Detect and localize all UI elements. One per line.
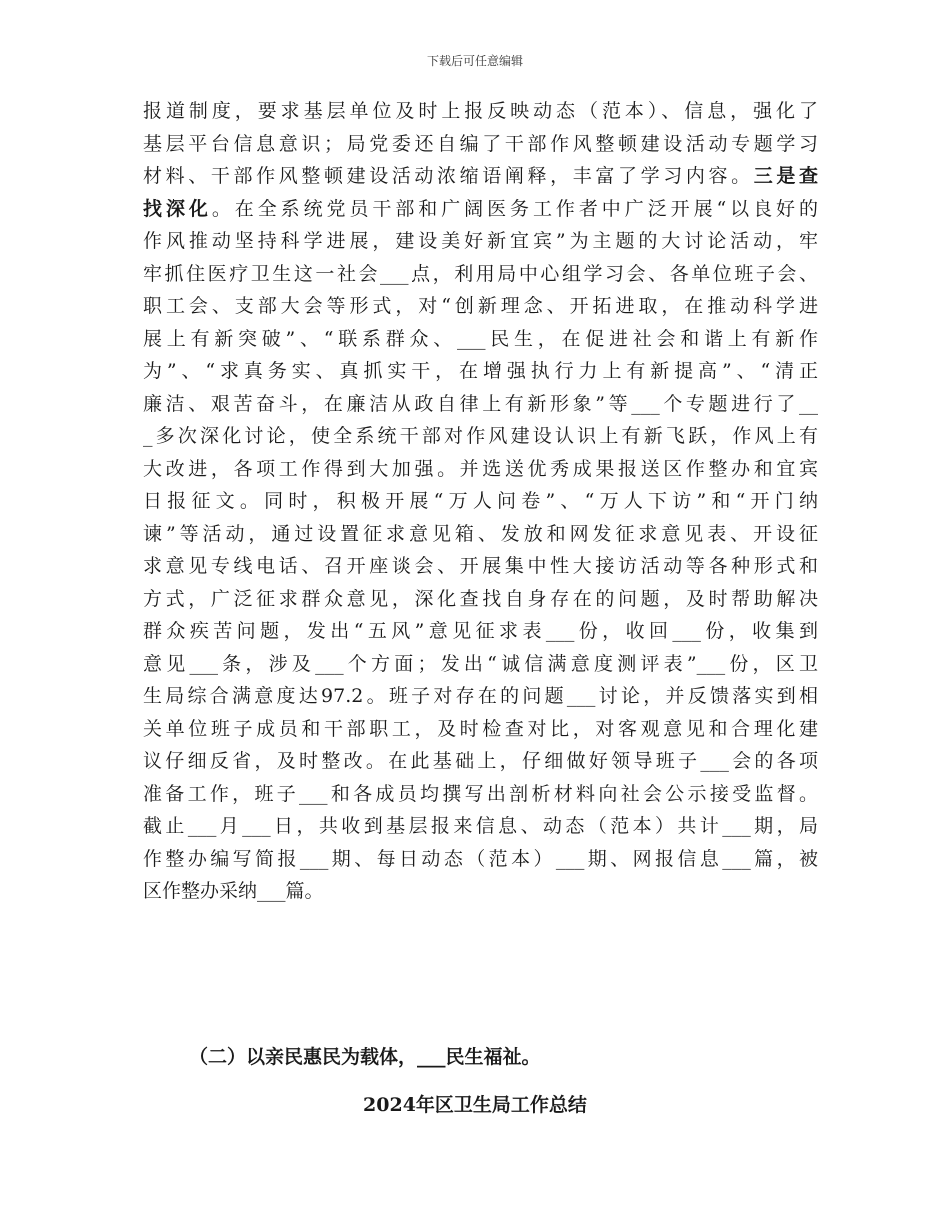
body-line: 意见___条，涉及___个方面；发出“诚信满意度测评表”___份，区卫 <box>143 652 818 675</box>
body-line: 展上有新突破”、“联系群众、___民生，在促进社会和谐上有新作 <box>143 327 818 350</box>
body-line: 关单位班子成员和干部职工，及时检查对比，对客观意见和合理化建 <box>143 717 818 740</box>
page-header: 下载后可任意编辑 <box>426 54 523 68</box>
body-line: 群众疾苦问题，发出“五风”意见征求表___份，收回___份，收集到 <box>143 620 818 642</box>
body-line: 生局综合满意度达97.2。班子对存在的问题___讨论，并反馈落实到相 <box>143 685 818 707</box>
body-line: 区作整办采纳___篇。 <box>143 880 324 902</box>
body-line: 材料、干部作风整顿建设活动浓缩语阐释，丰富了学习内容。三是查 <box>143 165 818 187</box>
section-heading: （二）以亲民惠民为载体，___民生福祉。 <box>189 1046 541 1068</box>
body-line: _多次深化讨论，使全系统干部对作风建设认识上有新飞跃，作风上有 <box>143 425 818 447</box>
body-line: 基层平台信息意识；局党委还自编了干部作风整顿建设活动专题学习 <box>143 132 818 155</box>
document-body <box>143 95 818 908</box>
body-line: 作风推动坚持科学进展，建设美好新宜宾”为主题的大讨论活动，牢 <box>143 230 818 252</box>
body-line: 谏”等活动，通过设置征求意见箱、发放和网发征求意见表、开设征 <box>143 522 818 545</box>
body-line: 大改进，各项工作得到大加强。并选送优秀成果报送区作整办和宜宾 <box>143 457 818 480</box>
body-line: 准备工作，班子___和各成员均撰写出剖析材料向社会公示接受监督。 <box>143 782 818 805</box>
body-line: 廉洁、艰苦奋斗，在廉洁从政自律上有新形象”等___个专题进行了__ <box>143 392 818 415</box>
body-line: 方式，广泛征求群众意见，深化查找自身存在的问题，及时帮助解决 <box>143 587 818 610</box>
body-line: 议仔细反省，及时整改。在此基础上，仔细做好领导班子___会的各项 <box>143 750 818 772</box>
body-line: 作整办编写简报___期、每日动态（范本）___期、网报信息___篇，被 <box>143 847 818 870</box>
body-line: 求意见专线电话、召开座谈会、开展集中性大接访活动等各种形式和 <box>143 555 818 577</box>
body-line: 报道制度，要求基层单位及时上报反映动态（范本）、信息，强化了 <box>143 100 818 122</box>
bold-phrase: 三是查 <box>753 165 818 187</box>
document-title: 2024年区卫生局工作总结 <box>363 1094 587 1116</box>
body-line: 职工会、支部大会等形式，对“创新理念、开拓进取，在推动科学进 <box>143 295 818 317</box>
body-line: 截止___月___日，共收到基层报来信息、动态（范本）共计___期，局 <box>143 815 818 837</box>
body-line: 找深化。在全系统党员干部和广阔医务工作者中广泛开展“以良好的 <box>143 197 818 220</box>
body-line: 日报征文。同时，积极开展“万人问卷”、“万人下访”和“开门纳 <box>143 490 818 512</box>
body-paragraph <box>143 95 818 908</box>
bold-phrase: 找深化 <box>143 197 212 220</box>
body-line: 牢抓住医疗卫生这一社会___点，利用局中心组学习会、各单位班子会、 <box>143 262 818 285</box>
body-line: 为”、“求真务实、真抓实干，在增强执行力上有新提高”、“清正 <box>143 360 818 382</box>
